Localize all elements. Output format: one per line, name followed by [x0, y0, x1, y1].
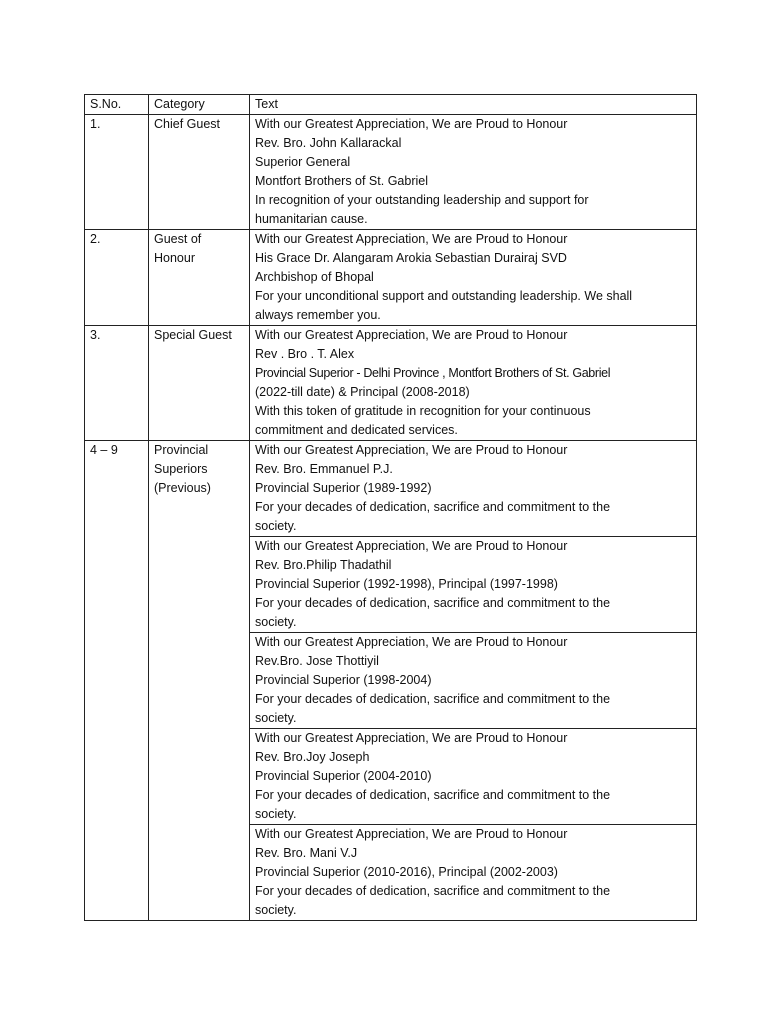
text-line: With our Greatest Appreciation, We are Proud to Honour [255, 328, 568, 342]
text-cell [250, 825, 697, 921]
text-line: commitment and dedicated services. [255, 423, 458, 437]
header-sno: S.No. [85, 95, 149, 115]
text-cell [250, 729, 697, 825]
text-line: With our Greatest Appreciation, We are Proud to Honour [255, 117, 568, 131]
text-line: Provincial Superior - Delhi Province , Montfort Brothers of St. Gabriel [255, 366, 611, 380]
text-line: Montfort Brothers of St. Gabriel [255, 174, 428, 188]
category-cell: Chief Guest [149, 115, 250, 230]
text-line: society. [255, 519, 297, 533]
text-cell [250, 115, 697, 230]
sno-cell: 1. [85, 115, 149, 230]
text-line: society. [255, 807, 297, 821]
table-row [85, 230, 697, 326]
text-cell [250, 230, 697, 326]
text-line: always remember you. [255, 308, 381, 322]
text-line: His Grace Dr. Alangaram Arokia Sebastian Durairaj SVD [255, 251, 567, 265]
category-line: Honour [154, 251, 195, 265]
header-text: Text [250, 95, 697, 115]
text-line: With our Greatest Appreciation, We are Proud to Honour [255, 635, 568, 649]
text-cell [250, 537, 697, 633]
text-cell [250, 633, 697, 729]
table-row [85, 115, 697, 230]
text-line: With our Greatest Appreciation, We are Proud to Honour [255, 539, 568, 553]
text-line: For your unconditional support and outstanding leadership. We shall [255, 289, 633, 303]
text-line: With our Greatest Appreciation, We are Proud to Honour [255, 731, 568, 745]
text-line: With this token of gratitude in recognition for your continuous [255, 404, 591, 418]
category-line: (Previous) [154, 481, 211, 495]
text-line: With our Greatest Appreciation, We are Proud to Honour [255, 827, 568, 841]
text-line: Rev . Bro . T. Alex [255, 347, 355, 361]
text-line: Rev. Bro.Joy Joseph [255, 750, 370, 764]
sno-cell: 3. [85, 326, 149, 441]
text-line: Provincial Superior (1998-2004) [255, 673, 432, 687]
text-line: For your decades of dedication, sacrifice and commitment to the [255, 596, 611, 610]
category-line: Provincial [154, 443, 209, 457]
text-line: In recognition of your outstanding leadership and support for [255, 193, 589, 207]
text-cell [250, 326, 697, 441]
text-line: Rev. Bro. Emmanuel P.J. [255, 462, 393, 476]
text-line: Archbishop of Bhopal [255, 270, 374, 284]
category-cell [149, 441, 250, 921]
sno-cell: 2. [85, 230, 149, 326]
text-line: For your decades of dedication, sacrifice and commitment to the [255, 692, 611, 706]
table-row [85, 326, 697, 441]
text-line: Rev. Bro. John Kallarackal [255, 136, 402, 150]
header-category: Category [149, 95, 250, 115]
category-cell [149, 230, 250, 326]
text-line: society. [255, 711, 297, 725]
table-row [85, 441, 697, 537]
text-cell [250, 441, 697, 537]
header-row [85, 95, 697, 115]
text-line: (2022-till date) & Principal (2008-2018) [255, 385, 470, 399]
category-cell: Special Guest [149, 326, 250, 441]
text-line: Rev.Bro. Jose Thottiyil [255, 654, 379, 668]
category-line: Superiors [154, 462, 208, 476]
text-line: Provincial Superior (2010-2016), Principal (2002-2003) [255, 865, 558, 879]
text-line: Provincial Superior (1989-1992) [255, 481, 432, 495]
sno-cell: 4 – 9 [85, 441, 149, 921]
honours-table [84, 94, 697, 921]
text-line: Provincial Superior (2004-2010) [255, 769, 432, 783]
text-line: With our Greatest Appreciation, We are Proud to Honour [255, 443, 568, 457]
category-line: Guest of [154, 232, 202, 246]
text-line: Rev. Bro.Philip Thadathil [255, 558, 392, 572]
text-line: Superior General [255, 155, 351, 169]
text-line: society. [255, 903, 297, 917]
text-line: For your decades of dedication, sacrifice and commitment to the [255, 500, 611, 514]
text-line: For your decades of dedication, sacrifice and commitment to the [255, 788, 611, 802]
text-line: society. [255, 615, 297, 629]
text-line: Provincial Superior (1992-1998), Principal (1997-1998) [255, 577, 558, 591]
text-line: With our Greatest Appreciation, We are Proud to Honour [255, 232, 568, 246]
text-line: humanitarian cause. [255, 212, 368, 226]
text-line: For your decades of dedication, sacrifice and commitment to the [255, 884, 611, 898]
text-line: Rev. Bro. Mani V.J [255, 846, 358, 860]
